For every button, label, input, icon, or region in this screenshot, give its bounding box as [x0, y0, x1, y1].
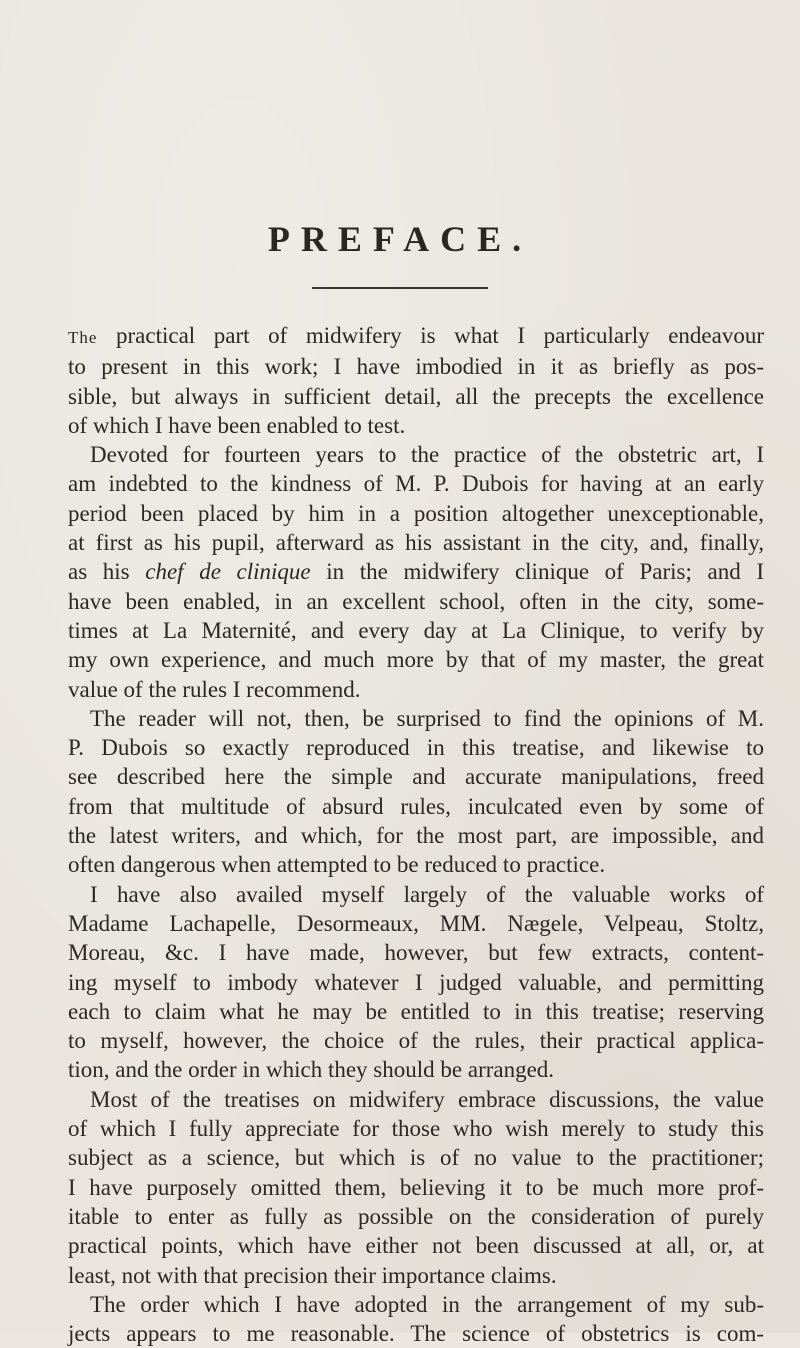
text-line: Madame Lachapelle, Desormeaux, MM. Nægele, Velpeau, Stoltz,	[68, 910, 764, 936]
drop-word: The	[68, 328, 98, 347]
text-line: have been enabled, in an excellent school, often in the city, some-	[68, 588, 764, 614]
text-line: to present in this work; I have imbodied in it as briefly as pos-	[68, 354, 764, 380]
page-title: PREFACE.	[267, 219, 533, 259]
text-line: to myself, however, the choice of the rules, their practical applica-	[68, 1028, 764, 1054]
text-line: I have purposely omitted them, believing it to be much more prof-	[68, 1174, 764, 1200]
text-line: subject as a science, but which is of no value to the practitioner;	[68, 1145, 764, 1171]
text-line: as his chef de clinique in the midwifery clinique of Paris; and I	[68, 559, 764, 585]
text-line: my own experience, and much more by that of my master, the great	[68, 647, 764, 673]
text-line: The reader will not, then, be surprised to find the opinions of M.	[90, 705, 764, 731]
text-line: often dangerous when attempted to be reduced to practice.	[68, 852, 606, 878]
text-line: Moreau, &c. I have made, however, but few extracts, content-	[68, 940, 764, 966]
text-line: I have also availed myself largely of the valuable works of	[90, 881, 764, 907]
text-line: times at La Maternité, and every day at La Clinique, to verify by	[68, 617, 764, 643]
italic-phrase: chef de clinique	[145, 559, 311, 585]
text-line: jects appears to me reasonable. The science of obstetrics is com-	[68, 1321, 764, 1347]
text-line: The order which I have adopted in the arrangement of my sub-	[90, 1291, 764, 1317]
preface-body	[68, 321, 764, 1348]
text-line: Most of the treatises on midwifery embrace discussions, the value	[90, 1086, 764, 1112]
text-line: value of the rules I recommend.	[68, 676, 361, 702]
text-line: The practical part of midwifery is what I particularly endeavour	[68, 323, 764, 348]
text-line: see described here the simple and accurate manipulations, freed	[68, 764, 764, 790]
text-line: P. Dubois so exactly reproduced in this treatise, and likewise to	[68, 735, 764, 761]
title-divider	[312, 287, 488, 289]
text-line: am indebted to the kindness of M. P. Dubois for having at an early	[68, 471, 764, 497]
text-line: sible, but always in sufficient detail, all the precepts the excellence	[68, 383, 764, 409]
text-line: period been placed by him in a position altogether unexceptionable,	[68, 500, 764, 526]
text-line: tion, and the order in which they should be arranged.	[68, 1057, 555, 1083]
text-line: practical points, which have either not been discussed at all, or, at	[68, 1233, 764, 1259]
text-line: least, not with that precision their importance claims.	[68, 1262, 557, 1288]
text-line: at first as his pupil, afterward as his assistant in the city, and, finally,	[68, 530, 764, 556]
text-line: Devoted for fourteen years to the practice of the obstetric art, I	[90, 442, 764, 468]
text-line: itable to enter as fully as possible on the consideration of purely	[68, 1203, 764, 1229]
text-line: from that multitude of absurd rules, inculcated even by some of	[68, 793, 764, 819]
text-line: of which I have been enabled to test.	[68, 412, 406, 438]
text-line: of which I fully appreciate for those who wish merely to study this	[68, 1116, 764, 1142]
text-line: the latest writers, and which, for the most part, are impossible, and	[68, 823, 764, 849]
text-line: each to claim what he may be entitled to in this treatise; reserving	[68, 998, 764, 1024]
text-line: ing myself to imbody whatever I judged valuable, and permitting	[68, 969, 764, 995]
